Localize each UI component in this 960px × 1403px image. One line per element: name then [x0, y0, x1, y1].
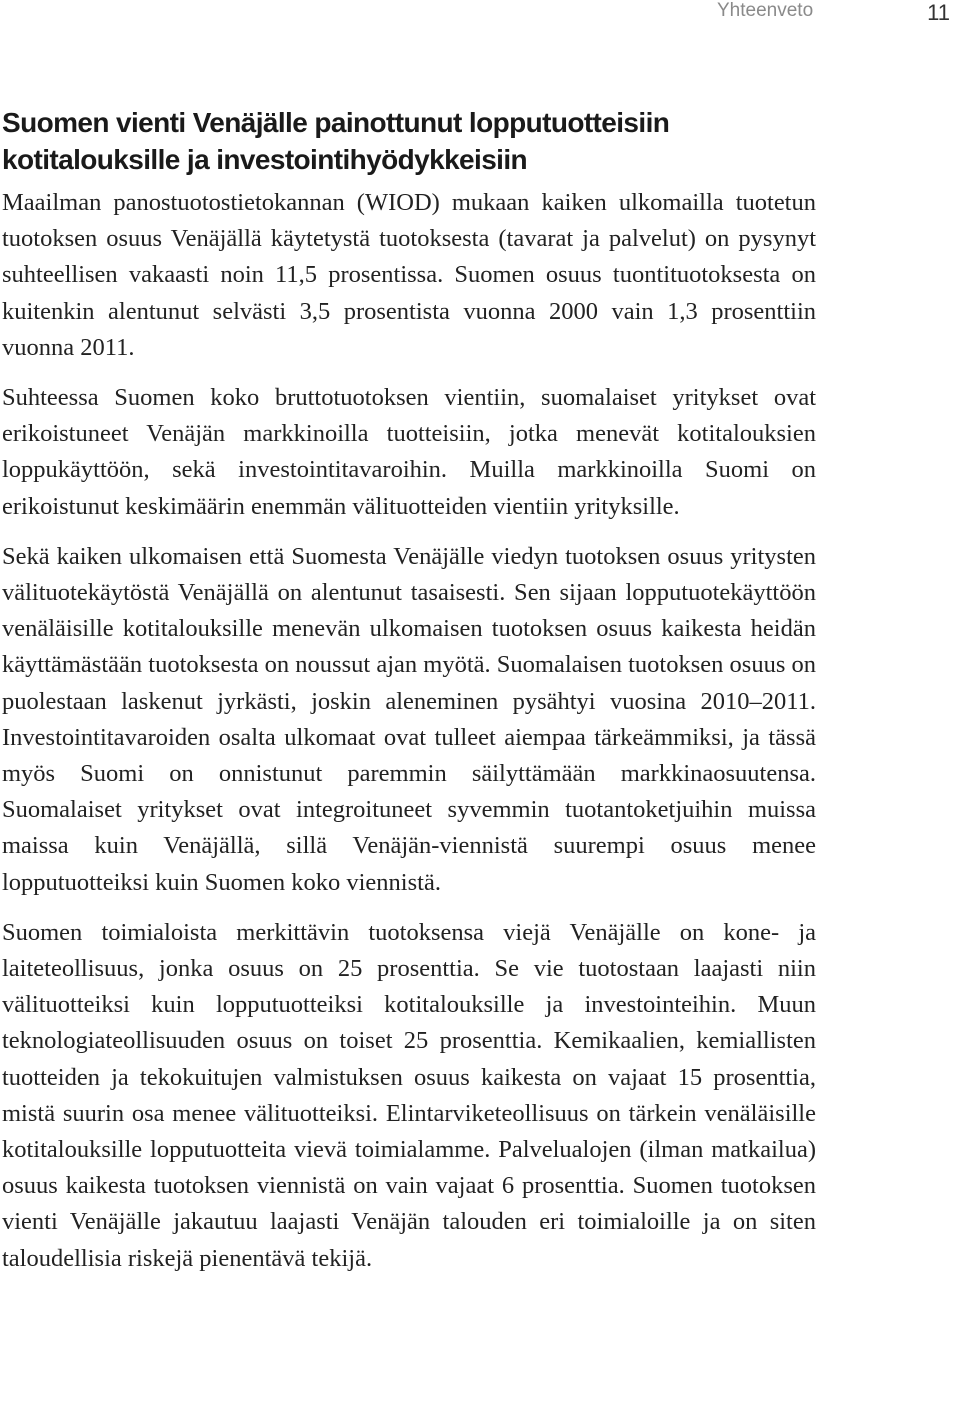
running-header-section: Yhteenveto: [717, 0, 814, 21]
paragraph-intermediate-use: Sekä kaiken ulkomaisen että Suomesta Venäjälle viedyn tuotoksen osuus yritysten välituotekäytöstä Venäjällä on alentunut tasaisesti. Sen sijaan lopputuotekäyttöön venäläisille kotitalouksille menevän ulkomaisen tuotoksen osuus kaikesta heidän käyttämästään tuotoksesta on noussut ajan myötä. Suomalaisen tuotoksen osuus on puolestaan laskenut jyrkästi, joskin aleneminen pysähtyi vuosina 2010–2011. Investointitavaroiden osalta ulkomaat ovat tulleet aiempaa tärkeämmiksi, ja tässä myös Suomi on onnistunut paremmin säilyttämään markkinaosuutensa. Suomalaiset yritykset ovat integroituneet syvemmin tuotantoketjuihin muissa maissa kuin Venäjällä, sillä Venäjän-viennistä suurempi osuus menee lopputuotteiksi kuin Suomen koko viennistä.: [2, 542, 816, 896]
paragraph-wiod: Maailman panostuotostietokannan (WIOD) mukaan kaiken ulkomailla tuotetun tuotoksen osuus Venäjällä käytetystä tuotoksesta (tavarat ja palvelut) on pysynyt suhteellisen vakaasti noin 11,5 prosentissa. Suomen osuus tuontituotoksesta on kuitenkin alentunut selvästi 3,5 prosentista vuonna 2000 vain 1,3 prosenttiin vuonna 2011.: [2, 189, 816, 361]
page-number: 11: [927, 0, 950, 25]
running-header: [0, 0, 960, 30]
paragraph-specialization: Suhteessa Suomen koko bruttotuotoksen vientiin, suomalaiset yritykset ovat erikoistuneet Venäjän markkinoilla tuotteisiin, jotka menevät kotitalouksien loppukäyttöön, sekä investointitavaroihin. Muilla markkinoilla Suomi on erikoistunut keskimäärin enemmän välituotteiden vientiin yrityksille.: [2, 384, 816, 520]
page-body: [2, 104, 816, 1291]
section-heading: Suomen vienti Venäjälle painottunut lopputuotteisiin kotitalouksille ja investointihyödykkeisiin: [2, 107, 670, 175]
paragraph-industries: Suomen toimialoista merkittävin tuotoksensa viejä Venäjälle on kone- ja laiteteollisuus, jonka osuus on 25 prosenttia. Se vie tuotostaan laajasti niin välituotteiksi kuin lopputuotteiksi kotitalouksille ja investointeihin. Muun teknologiateollisuuden osuus on toiset 25 prosenttia. Kemikaalien, kemiallisten tuotteiden ja tekokuitujen valmistuksen osuus kaikesta on vajaat 15 prosenttia, mistä suurin osa menee välituotteiksi. Elintarviketeollisuus on tärkein venäläisille kotitalouksille lopputuotteita vievä toimialamme. Palvelualojen (ilman matkailua) osuus kaikesta tuotoksen viennistä on vain vajaat 6 prosenttia. Suomen tuotoksen vienti Venäjälle jakautuu laajasti Venäjän talouden eri toimialoille ja on siten taloudellisia riskejä pienentävä tekijä.: [2, 918, 816, 1272]
